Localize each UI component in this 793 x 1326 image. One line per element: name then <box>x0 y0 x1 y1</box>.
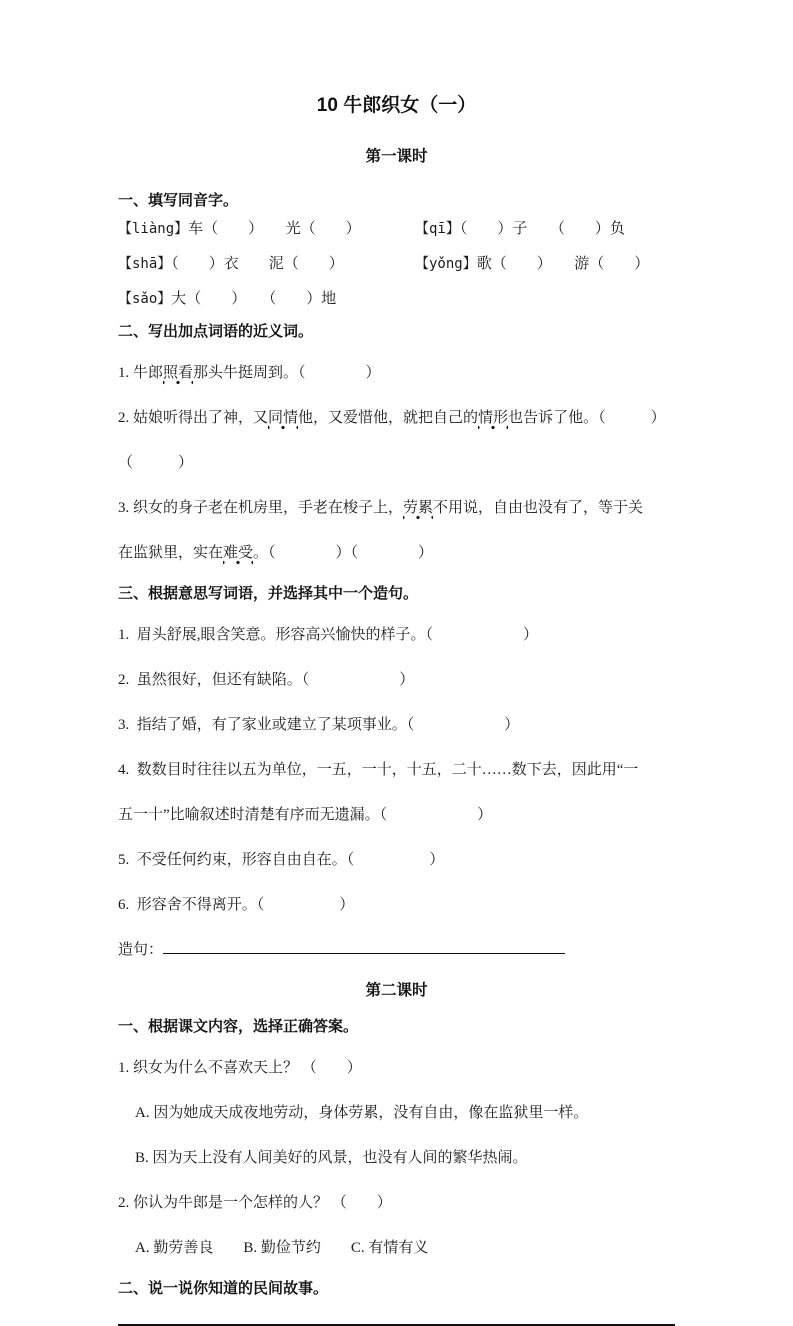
text-segment: 那头牛挺周到。（ ） <box>193 365 381 381</box>
homophone-cell <box>118 247 415 282</box>
definition-item-1: 1. 眉头舒展,眼含笑意。形容高兴愉快的样子。（ ） <box>118 627 539 643</box>
definition-item-5: 5. 不受任何约束，形容自由自在。（ ） <box>118 852 445 868</box>
l1-section3-heading: 三、根据意思写词语，并选择其中一个造句。 <box>118 585 419 602</box>
homophone-cell <box>415 212 675 247</box>
homophone-cell <box>118 282 415 317</box>
homophone-blanks: （ ）子 （ ）负 <box>459 221 625 237</box>
synonym-item-3 <box>118 493 675 523</box>
pinyin-label: 【liàng】 <box>118 221 189 237</box>
text-segment: 也告诉了他。（ ） <box>508 410 666 426</box>
text-segment: 在监狱里，实在 <box>118 545 224 561</box>
text-segment: 。（ ）（ ） <box>253 545 434 561</box>
question-1-option-b: B. 因为天上没有人间美好的风景，也没有人间的繁华热闹。 <box>135 1150 528 1166</box>
question-1-option-a: A. 因为她成天成夜地劳动，身体劳累，没有自由，像在监狱里一样。 <box>135 1105 589 1121</box>
sentence-making-label: 造句： <box>118 942 164 958</box>
homophone-line-3 <box>118 282 675 317</box>
homophone-line-1 <box>118 212 675 247</box>
homophone-cell <box>415 247 675 282</box>
text-segment: 他，又爱惜他，就把自己的 <box>298 410 479 426</box>
homophone-cell <box>118 212 415 247</box>
definition-item-2: 2. 虽然很好，但还有缺陷。（ ） <box>118 672 415 688</box>
question-2: 2. 你认为牛郎是一个怎样的人？ （ ） <box>118 1195 392 1211</box>
text-segment: 不用说，自由也没有了，等于关 <box>433 500 644 516</box>
pinyin-label: 【sǎo】 <box>118 291 172 307</box>
text-segment: 3. 织女的身子老在机房里，手老在梭子上， <box>118 500 404 516</box>
synonym-item-2 <box>118 403 675 433</box>
dotted-word: 同情 <box>268 410 298 430</box>
l1-section1-heading: 一、填写同音字。 <box>118 192 239 209</box>
l2-section1-heading: 一、根据课文内容，选择正确答案。 <box>118 1018 359 1035</box>
pinyin-label: 【shā】 <box>118 256 172 272</box>
l2-section2-heading: 二、说一说你知道的民间故事。 <box>118 1280 329 1297</box>
worksheet-title: 10 牛郎织女（一） <box>316 95 477 116</box>
text-segment: （ ） <box>118 455 194 471</box>
pinyin-label: 【yǒng】 <box>415 256 477 272</box>
definition-item-4: 4. 数数目时往往以五为单位，一五，一十，十五，二十……数下去，因此用“一 <box>118 762 639 778</box>
sentence-making-row <box>118 935 675 965</box>
l1-section2-heading: 二、写出加点词语的近义词。 <box>118 323 314 340</box>
homophone-blanks: （ ）衣 泥（ ） <box>171 256 344 272</box>
synonym-item-1 <box>118 358 675 388</box>
definition-item-6: 6. 形容舍不得离开。（ ） <box>118 897 355 913</box>
dotted-word: 难受 <box>223 545 253 565</box>
dotted-word: 劳累 <box>403 500 433 520</box>
synonym-item-2-continued <box>118 448 675 478</box>
question-1: 1. 织女为什么不喜欢天上？ （ ） <box>118 1060 362 1076</box>
definition-item-3: 3. 指结了婚，有了家业或建立了某项事业。（ ） <box>118 717 520 733</box>
lesson2-heading: 第二课时 <box>365 982 428 999</box>
worksheet-content <box>0 190 793 965</box>
text-segment: 2. 姑娘听得出了神，又 <box>118 410 269 426</box>
pinyin-label: 【qī】 <box>415 221 460 237</box>
synonym-item-3-continued <box>118 538 675 568</box>
homophone-blanks: 歌（ ） 游（ ） <box>476 256 650 272</box>
dotted-word: 情形 <box>478 410 508 430</box>
homophone-blanks: 车（ ） 光（ ） <box>188 221 361 237</box>
text-segment: 1. 牛郎 <box>118 365 164 381</box>
worksheet-page <box>0 92 793 1297</box>
lesson2-content <box>0 1016 793 1326</box>
sentence-writing-line <box>163 937 565 954</box>
lesson1-heading: 第一课时 <box>365 148 428 165</box>
dotted-word: 照看 <box>163 365 193 385</box>
homophone-blanks: 大（ ） （ ）地 <box>171 291 337 307</box>
definition-item-4-continued: 五一十”比喻叙述时清楚有序而无遗漏。（ ） <box>118 807 493 823</box>
question-2-options: A. 勤劳善良 B. 勤俭节约 C. 有情有义 <box>135 1240 429 1256</box>
homophone-line-2 <box>118 247 675 282</box>
